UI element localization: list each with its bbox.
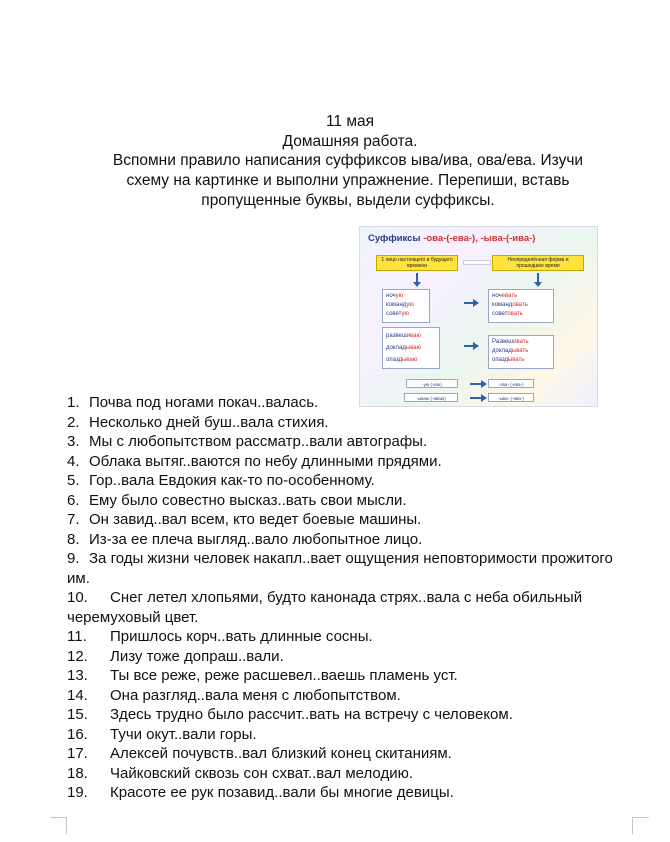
diagram-word: опаздывать <box>492 357 525 363</box>
exercise-item: 6. Ему было совестно высказ..вать свои мысли. <box>67 491 407 509</box>
diagram-left-label: 1 лицо настоящего и будущего времени <box>376 255 458 271</box>
homework-title: Домашняя работа. <box>282 133 418 150</box>
diagram-rule-right-1: -ова- (-ева-) <box>488 379 534 388</box>
arrow-right-icon <box>464 345 474 347</box>
exercise-item: 18. Чайковский сквозь сон схват..вал мелодию. <box>67 764 413 782</box>
diagram-group1-left <box>382 289 430 323</box>
exercise-item: 10. Снег летел хлопьями, будто канонада стрях..вала с неба обильный черемуховый цвет. <box>67 589 583 626</box>
exercise-item: 15. Здесь трудно было рассчит..вать на встречу с человеком. <box>67 706 513 723</box>
diagram-rule-left-2: -ываю (-иваю) <box>404 393 458 402</box>
diagram-separator <box>463 260 491 265</box>
exercise-item: 19. Красоте ее рук позавид..вали бы многие девицы. <box>67 784 454 801</box>
suffix-rule-diagram <box>359 226 598 407</box>
exercise-item: 11. Пришлось корч..вать длинные сосны. <box>67 628 373 645</box>
diagram-word: ночевать <box>492 293 518 299</box>
diagram-word: докладываю <box>386 345 422 351</box>
exercise-item: 7. Он завид..вал всем, кто ведет боевые машины. <box>67 511 422 528</box>
exercise-item: 12. Лизу тоже допраш..вали. <box>67 647 284 665</box>
diagram-word: советую <box>386 311 409 317</box>
exercise-list <box>67 393 627 803</box>
diagram-word: командую <box>386 302 414 308</box>
diagram-rule-right-2: -ыва- (-ива-) <box>488 393 534 402</box>
diagram-title: Суффиксы -ова-(-ева-), -ыва-(-ива-) <box>368 233 536 244</box>
diagram-right-label: Неопределённая форма и прошедшее время <box>492 255 584 271</box>
diagram-word: докладывать <box>492 348 529 354</box>
arrow-right-icon <box>464 302 474 304</box>
arrow-down-icon <box>537 273 539 283</box>
diagram-word: ночую <box>386 293 404 299</box>
page-corner-marker <box>632 817 649 834</box>
diagram-rule-left-1: -ую (-юю) <box>406 379 458 388</box>
exercise-item: 17. Алексей почувств..вал близкий конец скитаниям. <box>67 745 452 762</box>
diagram-group2-right <box>488 335 554 369</box>
instruction-line: схему на картинке и выполни упражнение. Перепиши, вставь <box>126 172 570 189</box>
exercise-item: 8. Из-за ее плеча выгляд..вало любопытное лицо. <box>67 530 423 548</box>
diagram-word: опаздываю <box>386 357 418 363</box>
diagram-word: Развешивать <box>492 339 529 345</box>
exercise-item: 5. Гор..вала Евдокия как-то по-особенному. <box>67 472 375 489</box>
exercise-item: 14. Она разгляд..вала меня с любопытством. <box>67 686 401 704</box>
diagram-word: советовать <box>492 311 523 317</box>
diagram-group1-right <box>488 289 554 323</box>
diagram-word: развешиваю <box>386 333 421 339</box>
exercise-item: 16. Тучи окут..вали горы. <box>67 725 257 743</box>
instruction-text <box>56 151 640 211</box>
exercise-item: 4. Облака вытяг..ваются по небу длинными прядями. <box>67 452 442 470</box>
date-heading: 11 мая <box>325 113 375 130</box>
exercise-item: 2. Несколько дней буш..вала стихия. <box>67 413 329 431</box>
diagram-word: командовать <box>492 302 528 308</box>
arrow-down-icon <box>416 273 418 283</box>
instruction-line: Вспомни правило написания суффиксов ыва/ива, ова/ева. Изучи <box>112 152 584 169</box>
exercise-item: 1. Почва под ногами покач..валась. <box>67 394 319 411</box>
instruction-line: пропущенные буквы, выдели суффиксы. <box>201 192 495 209</box>
page-corner-marker <box>50 817 67 834</box>
exercise-item: 13. Ты все реже, реже расшевел..ваешь пламень уст. <box>67 667 458 684</box>
arrow-right-icon <box>470 383 482 385</box>
exercise-item: 3. Мы с любопытством рассматр..вали автографы. <box>67 433 428 450</box>
exercise-item: 9. За годы жизни человек накапл..вает ощущения неповторимости прожитого им. <box>67 550 613 587</box>
diagram-group2-left <box>382 327 440 369</box>
